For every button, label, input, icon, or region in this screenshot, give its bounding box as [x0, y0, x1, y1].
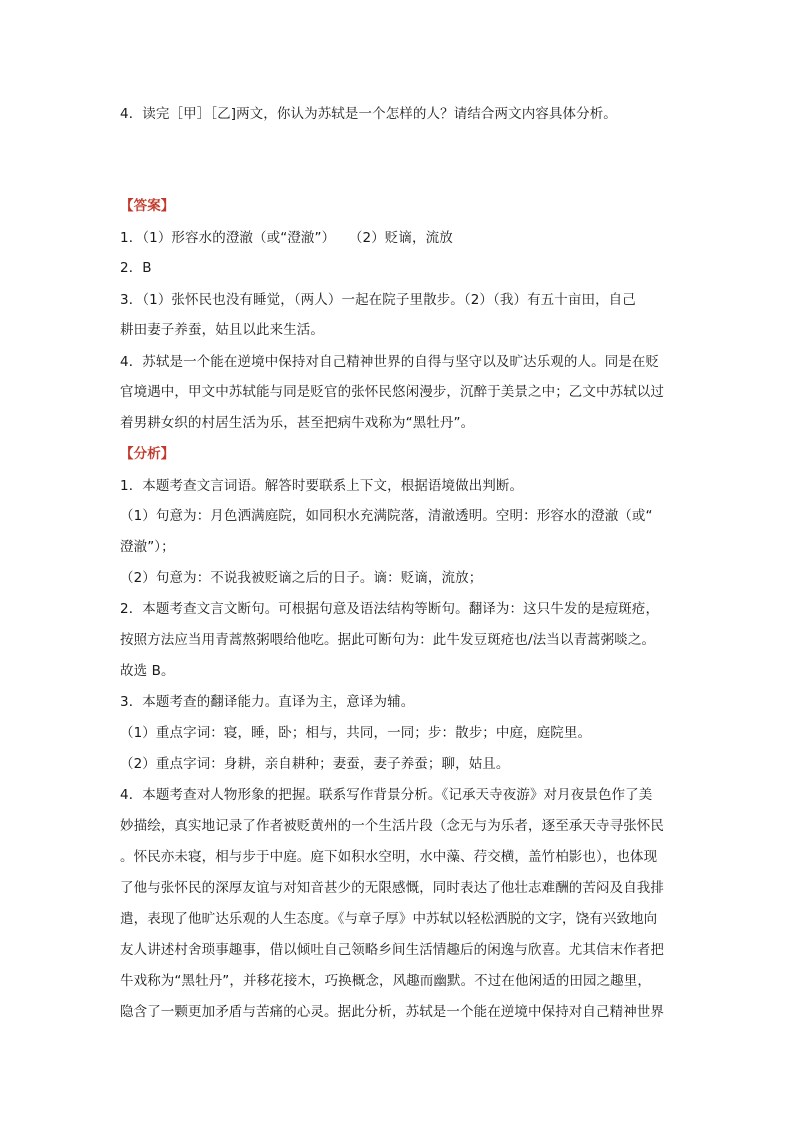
analysis-line: （1）重点字词：寝，睡，卧；相与，共同，一同；步：散步；中庭，庭院里。 — [120, 725, 592, 741]
analysis-line: 牛戏称为“黑牡丹”，并移花接木，巧换概念，风趣而幽默。不过在他闲适的田园之趣里， — [120, 973, 651, 989]
answer-4-line-1: 4．苏轼是一个能在逆境中保持对自己精神世界的自得与坚守以及旷达乐观的人。同是在贬 — [120, 354, 660, 370]
analysis-line: 遣，表现了他旷达乐观的人生态度。《与章子厚》中苏轼以轻松洒脱的文字，饶有兴致地向 — [120, 911, 658, 927]
analysis-line: （2）句意为：不说我被贬谪之后的日子。谪：贬谪，流放； — [120, 570, 483, 586]
analysis-line: 了他与张怀民的深厚友谊与对知音甚少的无限感慨，同时表达了他壮志难酬的苦闷及自我排 — [120, 880, 664, 896]
analysis-line: 1．本题考查文言词语。解答时要联系上下文，根据语境做出判断。 — [120, 478, 524, 494]
analysis-line: 故选 B。 — [120, 663, 175, 679]
answer-3-line-1: 3．（1）张怀民也没有睡觉，（两人）一起在院子里散步。（2）（我）有五十亩田，自己 — [120, 292, 636, 308]
analysis-line: 按照方法应当用青蒿熬粥喂给他吃。据此可断句为：此牛发豆斑疮也/法当以青蒿粥啖之。 — [120, 632, 656, 648]
analysis-line: 2．本题考查文言文断句。可根据句意及语法结构等断句。翻译为：这只牛发的是痘斑疮， — [120, 601, 660, 617]
analysis-line: 隐含了一颗更加矛盾与苦痛的心灵。据此分析，苏轼是一个能在逆境中保持对自己精神世界 — [120, 1004, 664, 1020]
question-4: 4．读完［甲］［乙]两文，你认为苏轼是一个怎样的人？请结合两文内容具体分析。 — [120, 106, 617, 122]
analysis-heading: 【分析】 — [120, 446, 175, 462]
answer-1: 1．（1）形容水的澄澈（或“澄澈”） （2）贬谪，流放 — [120, 230, 453, 246]
analysis-line: 。怀民亦未寝，相与步于中庭。庭下如积水空明，水中藻、荇交横，盖竹柏影也），也体现 — [120, 849, 658, 865]
analysis-line: （2）重点字词：身耕，亲自耕种；妻蚕，妻子养蚕；聊，姑且。 — [120, 756, 510, 772]
answer-2: 2．B — [120, 260, 152, 276]
analysis-line: 友人讲述村舍琐事趣事，借以倾吐自己领略乡间生活情趣后的闲逸与欣喜。尤其信末作者把 — [120, 942, 664, 958]
answer-heading: 【答案】 — [120, 198, 175, 214]
analysis-line: 妙描绘，真实地记录了作者被贬黄州的一个生活片段（念无与为乐者，逐至承天寺寻张怀民 — [120, 818, 664, 834]
analysis-line: 澄澈”）； — [120, 539, 175, 555]
answer-3-line-2: 耕田妻子养蚕，姑且以此来生活。 — [120, 322, 324, 338]
analysis-line: 4．本题考查对人物形象的把握。联系写作背景分析。《记承天寺夜游》对月夜景色作了美 — [120, 787, 653, 803]
analysis-line: 3．本题考查的翻译能力。直译为主，意译为辅。 — [120, 694, 415, 710]
answer-4-line-3: 着男耕女织的村居生活为乐，甚至把病牛戏称为“黑牡丹”。 — [120, 415, 475, 431]
analysis-line: （1）句意为：月色洒满庭院，如同积水充满院落，清澈透明。空明：形容水的澄澈（或“ — [120, 508, 653, 524]
answer-4-line-2: 官境遇中，甲文中苏轼能与同是贬官的张怀民悠闲漫步，沉醉于美景之中；乙文中苏轼以过 — [120, 384, 664, 400]
